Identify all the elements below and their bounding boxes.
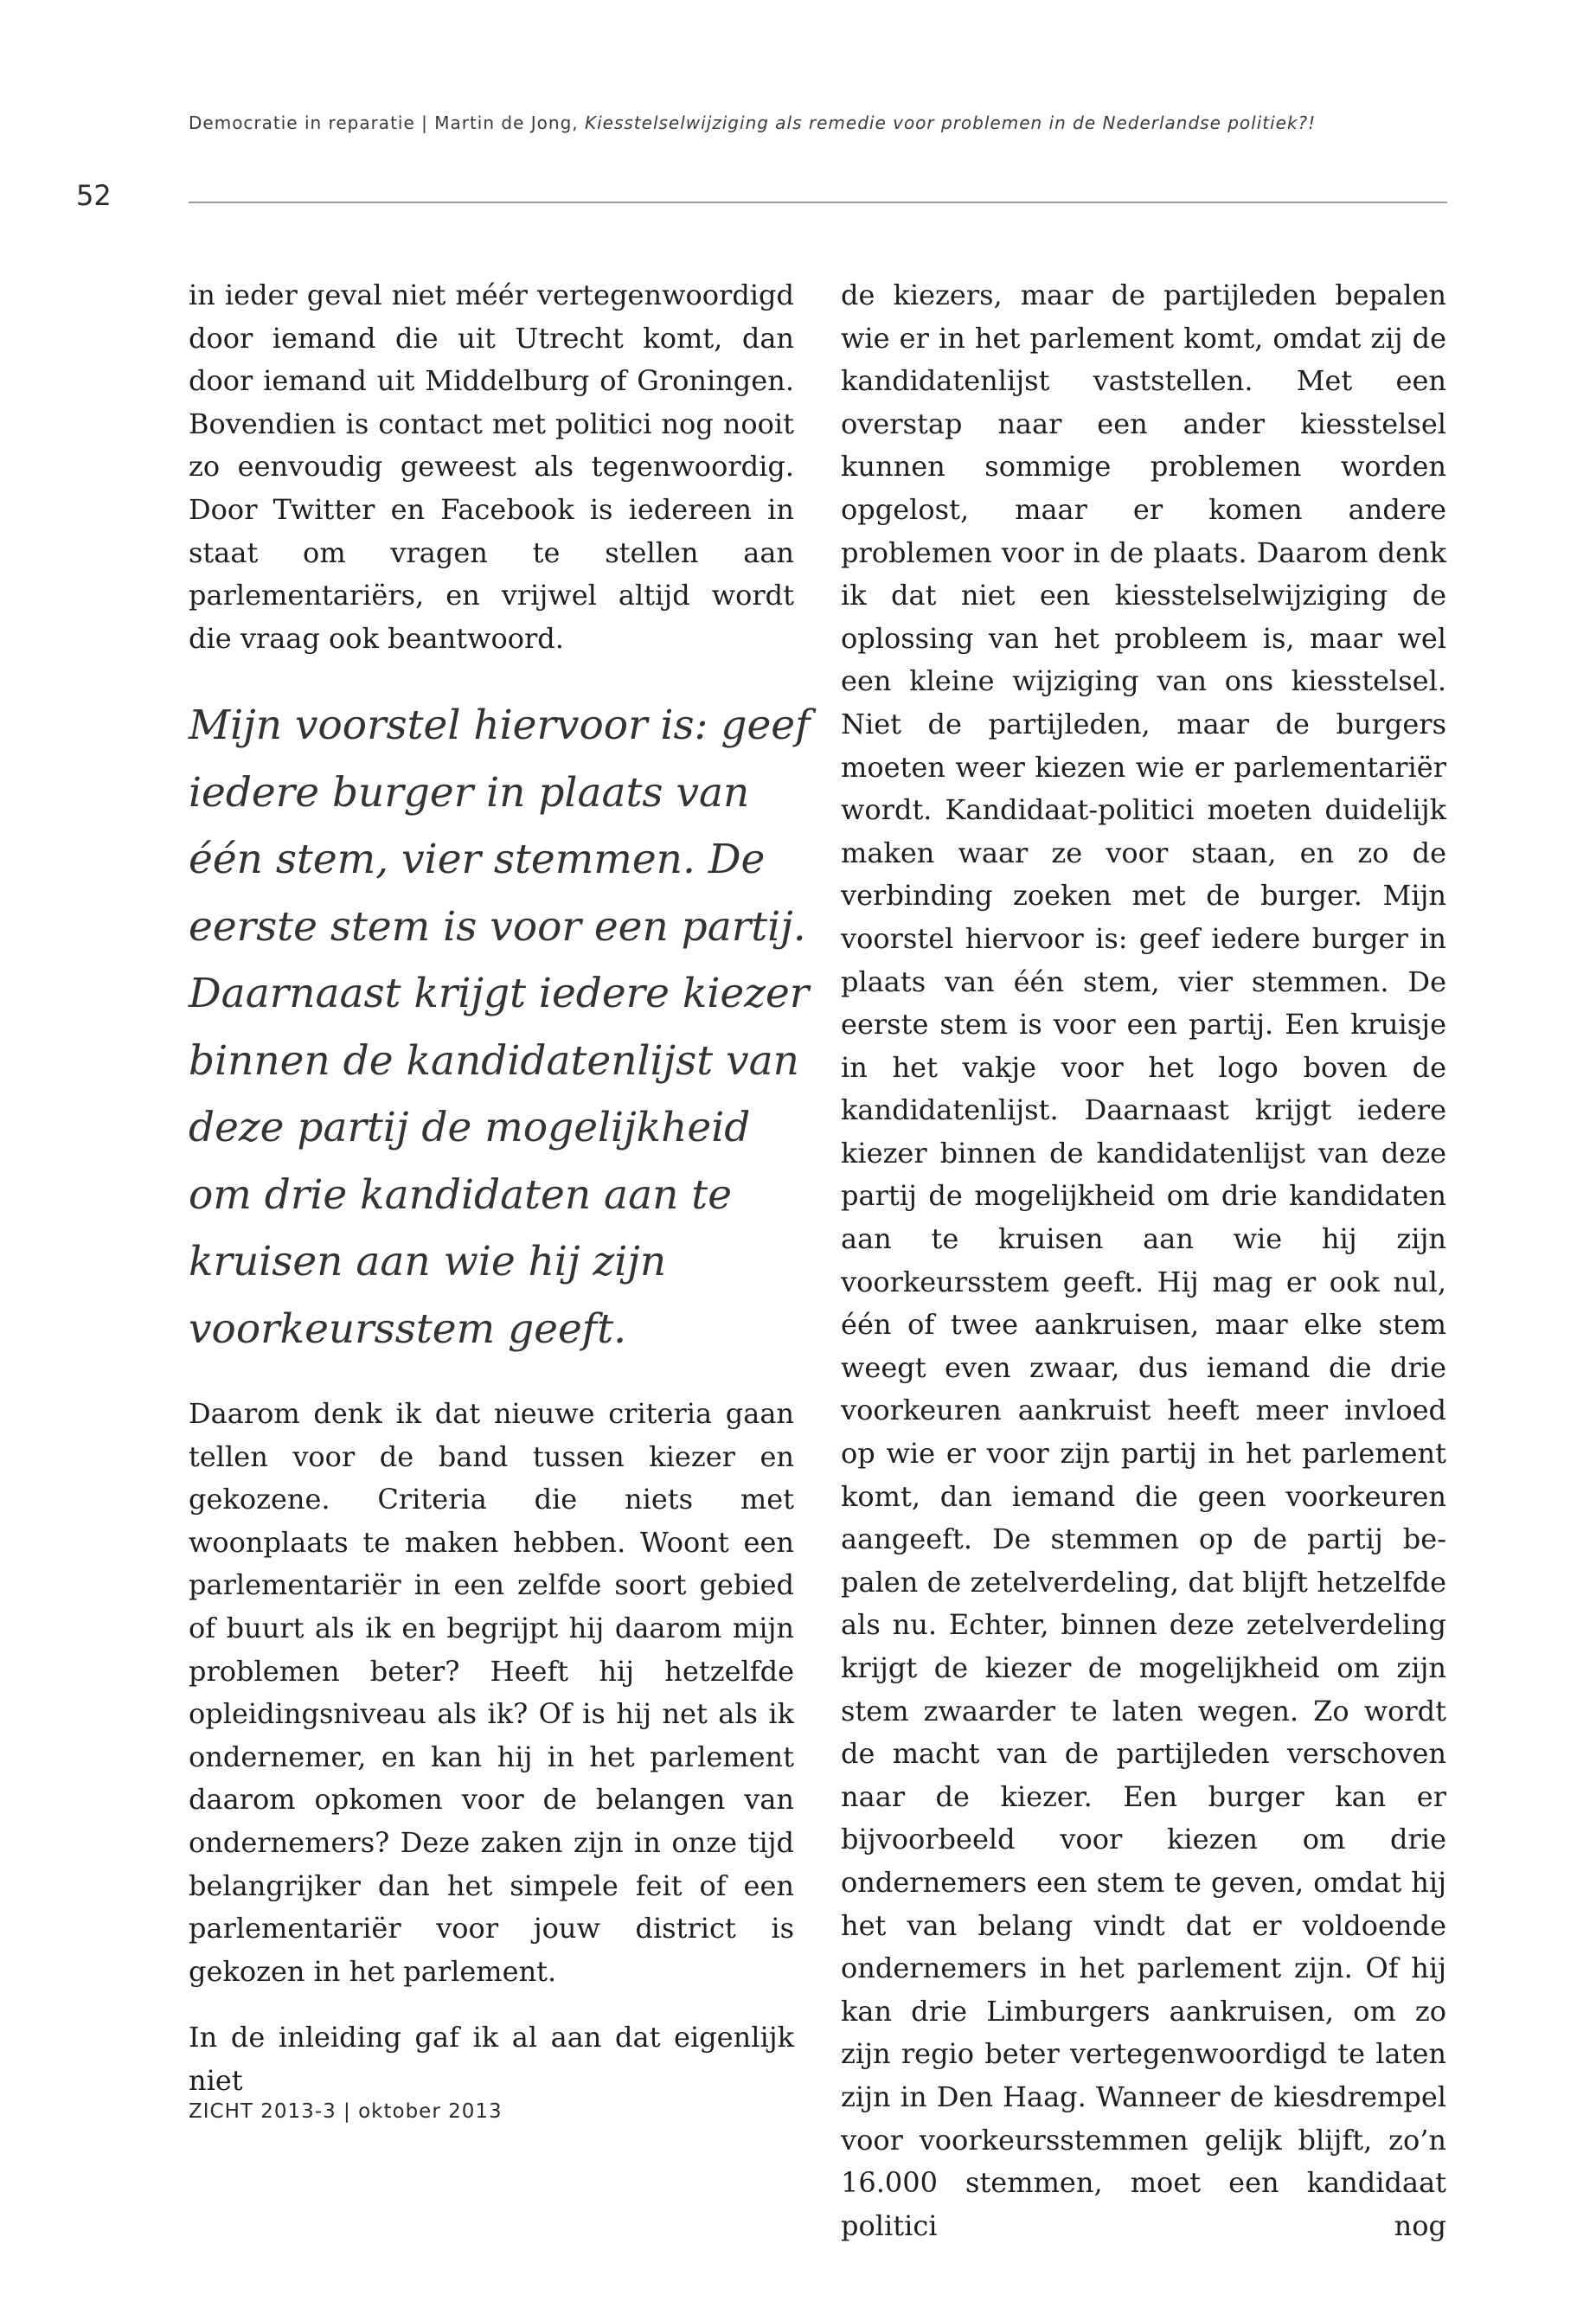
left-paragraph-2: Daarom denk ik dat nieuwe criteria gaan tellen voor de band tussen kiezer en gekozene. Criteria die niets met woonplaats te maken hebben. Woont een parlementariër in een zelfde soort gebied of buurt als ik en begrijpt hij daarom mijn problemen beter? Heeft hij hetzelfde opleidingsniveau als ik? Of is hij net als ik ondernemer, en kan hij in het parlement daarom opkomen voor de belangen van ondernemers? Deze zaken zijn in onze tijd belangrijker dan het simpele feit of een parlementariër voor jouw district is gekozen in het parlement. [189,1397,794,1988]
header-separator: | [414,112,435,133]
header-divider [189,202,1447,203]
pull-quote: Mijn voorstel hiervoor is: geef iedere burger in plaats van één stem, vier stemmen. De eerste stem is voor een partij. Daarnaast krijgt iedere kiezer binnen de kandidatenlijst van deze partij de mogelijkheid om drie kandidaten aan te kruisen aan wie hij zijn voorkeursstem geeft. [189,702,811,1353]
journal-name: Democratie in reparatie [189,112,415,133]
left-column-bottom [189,1393,794,2103]
left-column-top [189,274,794,660]
right-paragraph-1: de kiezers, maar de partijleden bepalen wie er in het parlement komt, omdat zij de kandidatenlijst vaststellen. Met een overstap naar een ander kiesstelsel kunnen sommige problemen worden opgelost, maar er komen andere problemen voor in de plaats. Daarom denk ik dat niet een kiesstelselwijziging de oplossing van het probleem is, maar wel een kleine wijziging van ons kiesstelsel. Niet de partijleden, maar de burgers moeten weer kiezen wie er parlementariër wordt. Kandidaat-politici moeten duidelijk maken waar ze voor staan, en zo de verbinding zoeken met de burger. Mijn voorstel hiervoor is: geef iedere burger in plaats van één stem, vier stemmen. De eerste stem is voor een partij. Een kruisje in het vakje voor het logo boven de kandidatenlijst. Daarnaast krijgt iedere kiezer binnen de kandidatenlijst van deze partij de mogelijkheid om drie kandidaten aan te kruisen aan wie hij zijn voorkeursstem geeft. Hij mag er ook nul, één of twee aankruisen, maar elke stem weegt even zwaar, dus iemand die drie voorkeuren aankruist heeft meer invloed op wie er voor zijn partij in het parlement komt, dan iemand die geen voorkeuren aangeeft. De stemmen op de partij bepalen de zetelverdeling, dat blijft hetzelfde als nu. Echter, binnen deze zetelverdeling krijgt de kiezer de mogelijkheid om zijn stem zwaarder te laten wegen. Zo wordt de macht van de partijleden verschoven naar de kiezer. Een burger kan er bijvoorbeeld voor kiezen om drie ondernemers een stem te geven, omdat hij het van belang vindt dat er voldoende ondernemers in het parlement zijn. Of hij kan drie Limburgers aankruisen, om zo zijn regio beter vertegenwoordigd te laten zijn in Den Haag. Wanneer de kiesdrempel voor voorkeursstemmen gelijk blijft, zo’n 16.000 stemmen, moet een kandidaat politici nog [841,279,1446,2242]
page-number: 52 [76,179,112,212]
left-paragraph-1: in ieder geval niet méér vertegenwoordigd door iemand die uit Utrecht komt, dan door iemand uit Middelburg of Groningen. Bovendien is contact met politici nog nooit zo eenvoudig geweest als tegenwoordig. Door Twitter en Facebook is iedereen in staat om vragen te stellen aan parlementariërs, en vrijwel altijd wordt die vraag ook beantwoord. [189,279,794,655]
footer-issue: ZICHT 2013-3 | oktober 2013 [189,2100,503,2123]
author-name: Martin de Jong, [434,112,585,133]
left-paragraph-3: In de inleiding gaf ik al aan dat eigenlijk niet [189,2021,794,2097]
article-title: Kiesstelselwijziging als remedie voor problemen in de Nederlandse politiek?! [584,112,1317,133]
right-column [841,274,1446,2247]
running-header [189,112,1443,133]
